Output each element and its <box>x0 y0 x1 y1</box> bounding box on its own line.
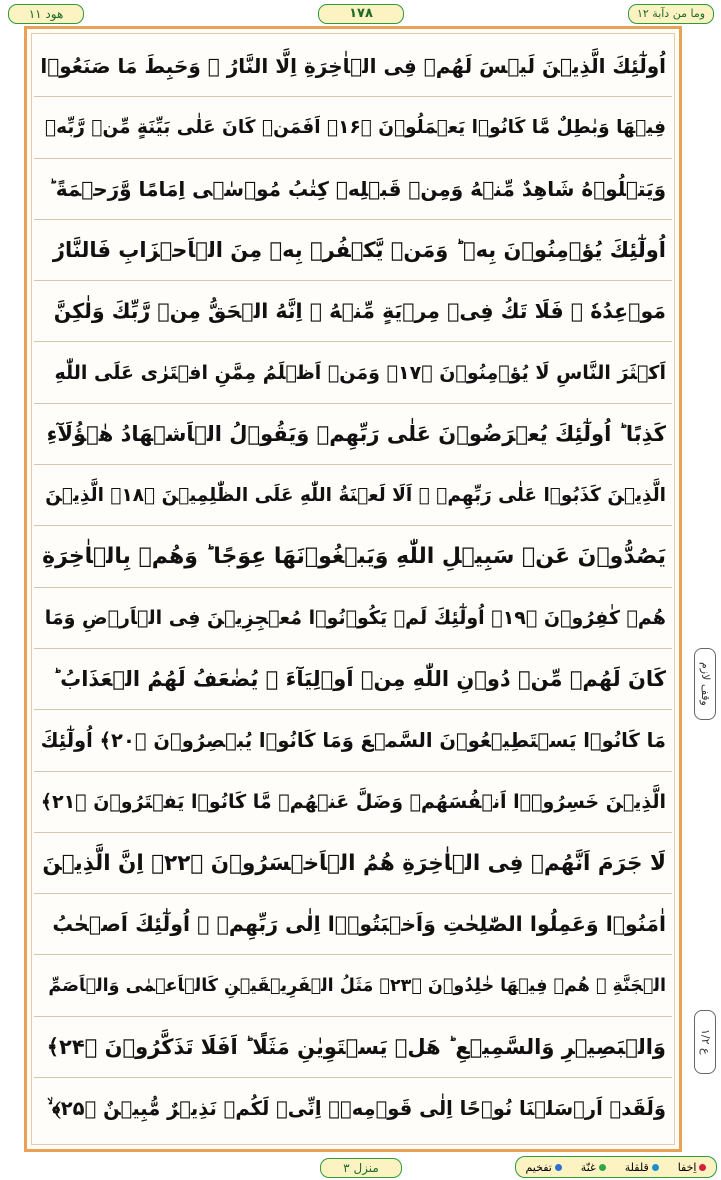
verse-text: لَا جَرَمَ اَنَّهُمۡ فِی الۡاٰخِرَةِ هُمُ الۡاَخۡسَرُوۡنَ ﴿۲۲﴾ اِنَّ الَّذِیۡنَ <box>42 850 666 876</box>
text-line-2 <box>34 97 672 158</box>
text-line-15 <box>34 894 672 955</box>
legend-item <box>678 1161 707 1174</box>
legend-label: قلقلة <box>624 1160 649 1174</box>
verse-text: الَّذِیۡنَ كَذَبُوۡا عَلٰی رَبِّهِمۡ ۚ اَلَا لَعۡنَةُ اللّٰهِ عَلَی الظّٰلِمِیۡنَ ﴿۱۸﴾ الَّذِیۡنَ <box>45 484 666 506</box>
text-line-14 <box>34 833 672 894</box>
text-line-1 <box>34 36 672 97</box>
legend-label: غنّة <box>580 1160 596 1174</box>
verse-text: وَلَقَدۡ اَرۡسَلۡنَا نُوۡحًا اِلٰی قَوۡمِهٖۤ اِنِّیۡ لَكُمۡ نَذِیۡرٌ مُّبِیۡنٌ ﴿۲۵﴾ ۙ <box>47 1097 666 1121</box>
verse-text: كَانَ لَهُمۡ مِّنۡ دُوۡنِ اللّٰهِ مِنۡ اَوۡلِیَآءَ ۘ یُضٰعَفُ لَهُمُ الۡعَذَابُ ؕ <box>52 667 666 692</box>
text-line-5 <box>34 281 672 342</box>
verse-text: اٰمَنُوۡا وَعَمِلُوا الصّٰلِحٰتِ وَاَخۡبَتُوۡۤا اِلٰی رَبِّهِمۡ ۙ اُولٰٓئِكَ اَصۡحٰبُ <box>52 912 666 937</box>
text-line-3 <box>34 159 672 220</box>
text-line-8 <box>34 465 672 526</box>
verse-text: مَا كَانُوۡا یَسۡتَطِیۡعُوۡنَ السَّمۡعَ وَمَا كَانُوۡا یُبۡصِرُوۡنَ ﴿۲۰﴾ اُولٰٓئِكَ <box>40 728 666 752</box>
surah-info: وما من دآبة ۱۲ <box>628 4 714 24</box>
legend-label: اِخفا <box>677 1160 697 1174</box>
text-line-4 <box>34 220 672 281</box>
text-line-12 <box>34 710 672 771</box>
verse-text: الَّذِیۡنَ خَسِرُوۡۤا اَنۡفُسَهُمۡ وَضَلَّ عَنۡهُمۡ مَّا كَانُوۡا یَفۡتَرُوۡنَ ﴿۲۱﴾ <box>40 790 666 813</box>
text-line-18 <box>34 1078 672 1139</box>
legend-dot-icon <box>599 1164 606 1171</box>
verse-text: الۡجَنَّةِ ۚ هُمۡ فِیۡهَا خٰلِدُوۡنَ ﴿۲۳﴾ مَثَلُ الۡفَرِیۡقَیۡنِ كَالۡاَعۡمٰی وَالۡاَصَمِّ <box>48 975 666 996</box>
legend-dot-icon <box>699 1164 706 1171</box>
legend-label: تفخیم <box>525 1160 552 1174</box>
legend-item <box>525 1161 561 1174</box>
text-line-7 <box>34 404 672 465</box>
tajweed-legend <box>515 1156 717 1178</box>
text-line-16 <box>34 955 672 1016</box>
verse-text: اُولٰٓئِكَ الَّذِیۡنَ لَیۡسَ لَهُمۡ فِی الۡاٰخِرَةِ اِلَّا النَّارُ ۖ وَحَبِطَ مَا صَنَعُوۡا <box>40 54 666 79</box>
text-lines <box>34 36 672 1139</box>
text-line-10 <box>34 588 672 649</box>
page-number: ۱۷۸ <box>318 4 404 24</box>
juz-label: ھود ۱۱ <box>8 4 84 24</box>
text-line-17 <box>34 1017 672 1078</box>
waqf-lazim-mark: وقف لازم <box>694 648 716 720</box>
ruku-mark: ع ۱/۲ <box>694 1010 716 1074</box>
verse-text: هُمۡ كٰفِرُوۡنَ ﴿۱۹﴾ اُولٰٓئِكَ لَمۡ یَكُوۡنُوۡا مُعۡجِزِیۡنَ فِی الۡاَرۡضِ وَمَا <box>44 606 666 629</box>
manzil-label: منزل ۳ <box>320 1158 402 1178</box>
verse-text: وَالۡبَصِیۡرِ وَالسَّمِیۡعِ ؕ هَلۡ یَسۡتَوِیٰنِ مَثَلًا ؕ اَفَلَا تَذَكَّرُوۡنَ ﴿۲۴﴾ <box>46 1034 666 1059</box>
verse-text: اَكۡثَرَ النَّاسِ لَا یُؤۡمِنُوۡنَ ﴿۱۷﴾ وَمَنۡ اَظۡلَمُ مِمَّنِ افۡتَرٰی عَلَی اللّٰهِ <box>54 361 666 384</box>
verse-text: یَصُدُّوۡنَ عَنۡ سَبِیۡلِ اللّٰهِ وَیَبۡغُوۡنَهَا عِوَجًا ؕ وَهُمۡ بِالۡاٰخِرَةِ <box>42 544 666 570</box>
verse-text: فِیۡهَا وَبٰطِلٌ مَّا كَانُوۡا یَعۡمَلُوۡنَ ﴿۱۶﴾ اَفَمَنۡ كَانَ عَلٰی بَیِّنَةٍ مِّنۡ رَّبِّهٖ <box>45 116 666 138</box>
legend-item <box>581 1161 606 1174</box>
legend-item <box>625 1161 659 1174</box>
verse-text: مَوۡعِدُهٗ ۚ فَلَا تَكُ فِیۡ مِرۡیَةٍ مِّنۡهُ ۚ اِنَّهُ الۡحَقُّ مِنۡ رَّبِّكَ وَلٰكِنَّ <box>53 299 666 324</box>
legend-dot-icon <box>652 1164 659 1171</box>
legend-dot-icon <box>555 1164 562 1171</box>
text-line-6 <box>34 342 672 403</box>
text-line-9 <box>34 526 672 587</box>
text-line-13 <box>34 772 672 833</box>
verse-text: اُولٰٓئِكَ یُؤۡمِنُوۡنَ بِهٖ ؕ وَمَنۡ یَّكۡفُرۡ بِهٖ مِنَ الۡاَحۡزَابِ فَالنَّارُ <box>52 238 666 263</box>
verse-text: كَذِبًا ؕ اُولٰٓئِكَ یُعۡرَضُوۡنَ عَلٰی رَبِّهِمۡ وَیَقُوۡلُ الۡاَشۡهَادُ هٰۤؤُلَآءِ <box>46 421 666 446</box>
verse-text: وَیَتۡلُوۡهُ شَاهِدٌ مِّنۡهُ وَمِنۡ قَبۡلِهٖ كِتٰبُ مُوۡسٰۤی اِمَامًا وَّرَحۡمَةً ؕ <box>48 176 666 201</box>
text-line-11 <box>34 649 672 710</box>
